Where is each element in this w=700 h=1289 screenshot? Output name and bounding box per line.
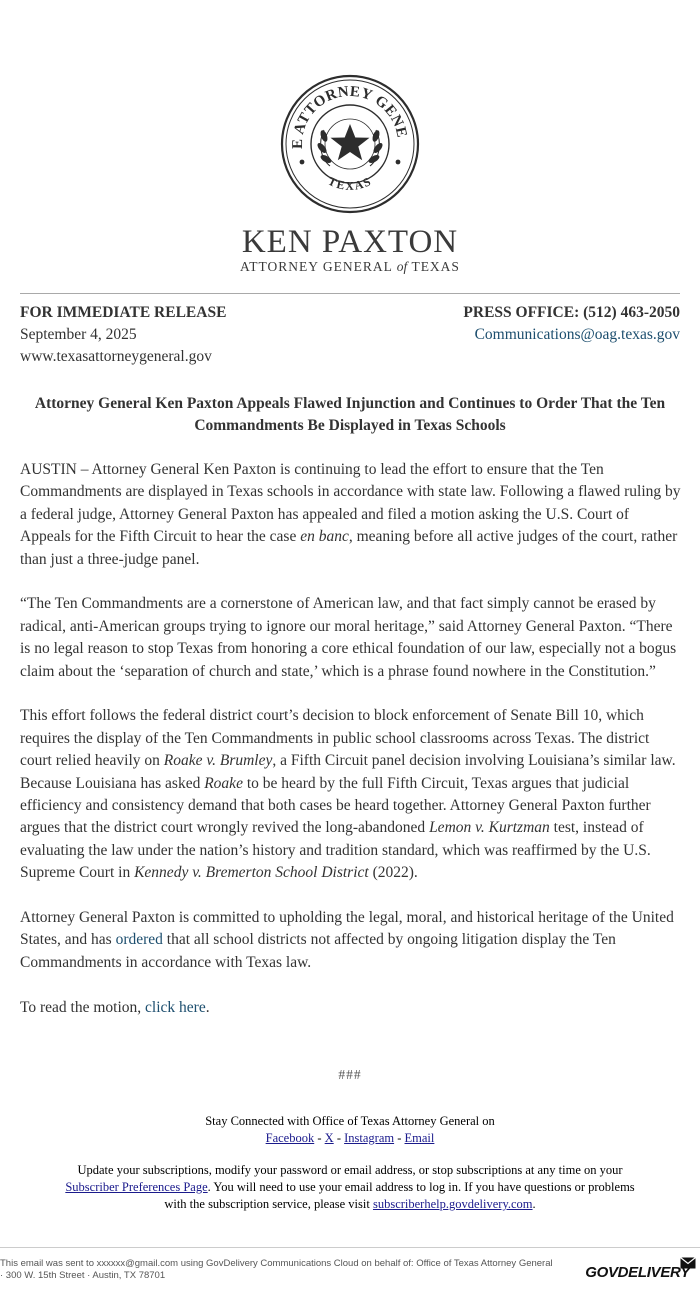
body-paragraph-2: “The Ten Commandments are a cornerstone of American law, and that fact simply cannot be erased by radical, anti-American groups trying to ignore our moral heritage,” said Attorney General Paxton. “There is no legal reason to stop Texas from honoring a core ethical foundation of our law, especially not a bogus claim about the ‘separation of church and state,’ which is a phrase found nowhere in the Constitution.” (20, 595, 677, 680)
brand-subtitle-part-b: TEXAS (407, 259, 460, 274)
subscriber-help-link[interactable]: subscriberhelp.govdelivery.com (372, 1197, 533, 1211)
brand-subtitle-part-a: ATTORNEY GENERAL (240, 259, 397, 274)
header-divider (20, 293, 680, 294)
text-span: . (205, 998, 210, 1016)
press-office-info (463, 302, 680, 346)
text-span: AUSTIN – Attorney General Ken Paxton is continuing to lead the effort to ensure that the Ten Commandments are displayed in Texas schools in accordance with state law. Following a flawed ruling by a federal judge, Attorney General Paxton has appealed and filed a motion asking the U.S. Court of Appeals for the Fifth Circuit to hear the case (20, 461, 681, 546)
press-release-headline: Attorney General Ken Paxton Appeals Flawed Injunction and Continues to Order That the Ten Commandments Be Displayed in Texas Schools (34, 395, 666, 434)
brand-name: KEN PAXTON (241, 224, 459, 260)
ordered-link[interactable]: ordered (115, 931, 163, 949)
text-span: . (532, 1197, 536, 1211)
stay-connected-text: Stay Connected with Office of Texas Attorney General on (205, 1114, 495, 1128)
govdelivery-logo[interactable]: GOVDELIVERY (585, 1264, 690, 1281)
link-separator: - (314, 1131, 325, 1145)
text-span: (2022). (368, 864, 418, 882)
text-span: To read the motion, (20, 998, 146, 1016)
body-paragraph-4 (20, 907, 682, 974)
email-link[interactable]: Email (404, 1131, 435, 1145)
text-span: , a Fifth Circuit panel decision involving Louisiana’s similar law. Because Louisiana has asked (20, 752, 676, 792)
case-name: Roake (204, 774, 243, 792)
release-date: September 4, 2025 (20, 326, 137, 343)
link-separator: - (333, 1131, 345, 1145)
italic-term: en banc (300, 528, 349, 546)
text-span: to be heard by the full Fifth Circuit, Texas argues that judicial efficiency and consistency demand that both cases be heard together. Attorney General Paxton further argues that the district court wrongly revived the long-abandoned (20, 774, 651, 837)
text-span: Update your subscriptions, modify your password or email address, or stop subscriptions at any time on your (77, 1163, 623, 1177)
x-link[interactable]: X (324, 1131, 334, 1145)
press-office-phone: PRESS OFFICE: (512) 463-2050 (463, 304, 680, 321)
text-span: , meaning before all active judges of the court, rather than just a three-judge panel. (20, 528, 678, 568)
govdelivery-footer (0, 1258, 590, 1282)
brand-subtitle (0, 259, 700, 275)
body-paragraph-5 (20, 997, 682, 1019)
case-name: Lemon v. Kurtzman (429, 819, 550, 837)
stay-connected (60, 1113, 640, 1147)
seal-icon (280, 74, 420, 214)
release-info (20, 302, 226, 368)
body-paragraph-3 (20, 705, 682, 884)
facebook-link[interactable]: Facebook (265, 1131, 315, 1145)
end-separator: ### (338, 1067, 362, 1082)
text-span: This effort follows the federal district court’s decision to block enforcement of Senate Bill 10, which requires the display of the Ten Commandments in public school classrooms across Texas. The district court relied heavily on (20, 707, 650, 770)
release-label: FOR IMMEDIATE RELEASE (20, 304, 227, 321)
press-release-body (20, 459, 682, 1041)
case-name: Kennedy v. Bremerton School District (134, 864, 369, 882)
website-text: www.texasattorneygeneral.gov (20, 348, 212, 365)
mailing-address: · 300 W. 15th Street · Austin, TX 78701 (0, 1270, 166, 1281)
sent-to-notice: This email was sent to xxxxxx@gmail.com using GovDelivery Communications Cloud on behalf of: Office of Texas Attorney General (0, 1258, 553, 1269)
seal-ring-top: E ATTORNEY GENE (289, 83, 410, 149)
click-here-link[interactable]: click here (145, 998, 206, 1016)
attorney-general-seal (280, 74, 420, 214)
body-paragraph-1 (20, 459, 682, 571)
text-span: . You will need to use your email address to log in. If you have questions or problems with the subscription service, please visit (164, 1180, 635, 1211)
seal-ring-bottom: TEXAS (325, 173, 375, 193)
footer-divider (0, 1247, 700, 1248)
subscription-notice (60, 1162, 640, 1213)
link-separator: - (394, 1131, 405, 1145)
brand-subtitle-of: of (396, 259, 408, 274)
social-links (60, 1130, 640, 1147)
text-span: Attorney General Paxton is committed to upholding the legal, moral, and historical heritage of the United States, and has (20, 909, 674, 949)
case-name: Roake v. Brumley (163, 752, 273, 770)
text-span: test, instead of evaluating the law under the nation’s history and tradition standard, which was reaffirmed by the U.S. Supreme Court in (20, 819, 651, 882)
svg-text:TEXAS (326, 174, 374, 193)
text-span: that all school districts not affected by ongoing litigation display the Ten Commandments in accordance with Texas law. (20, 931, 616, 971)
subscriber-preferences-link[interactable]: Subscriber Preferences Page (65, 1180, 208, 1194)
press-email-link[interactable]: Communications@oag.texas.gov (474, 326, 680, 343)
instagram-link[interactable]: Instagram (344, 1131, 395, 1145)
